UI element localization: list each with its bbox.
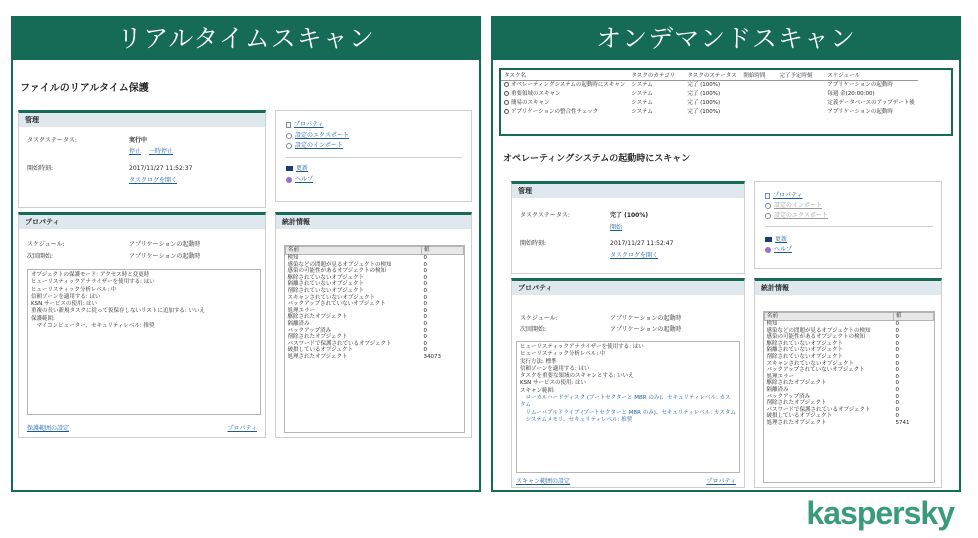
task-cell: 完了 (100%) — [687, 91, 721, 97]
export-label: 設定のエクスポート — [774, 212, 828, 219]
stat-name: 検知 — [766, 321, 778, 327]
divider — [765, 226, 933, 227]
task-cell — [776, 99, 824, 108]
monitor-icon — [286, 166, 293, 171]
stat-name: 処理エラー — [287, 307, 316, 314]
stats-row — [286, 347, 464, 354]
next-label: 次回開始: — [520, 326, 547, 333]
col-finish-time[interactable]: 完了予定時刻 — [776, 70, 824, 81]
stats-row — [286, 301, 464, 308]
stat-value: 0 — [895, 327, 899, 334]
task-cell: システム — [631, 91, 653, 97]
import-link[interactable] — [765, 202, 822, 210]
stat-value: 0 — [423, 274, 427, 281]
stop-link[interactable]: 停止 — [129, 148, 142, 155]
schedule-label: スケジュール: — [520, 315, 558, 322]
stat-value: 0 — [423, 307, 427, 314]
realtime-panel — [11, 16, 481, 492]
ondemand-panel — [491, 16, 961, 492]
task-cell: システム — [631, 100, 653, 106]
stat-name: 処理エラー — [766, 373, 795, 380]
import-icon — [765, 203, 771, 209]
stat-name: 破損しているオブジェクト — [287, 347, 354, 354]
export-icon — [286, 133, 292, 139]
stat-value: 0 — [895, 393, 899, 400]
help-icon — [765, 247, 771, 253]
stat-name: スキャンされていないオブジェクト — [766, 360, 855, 367]
stat-name: パスワードで保護されているオブジェクト — [287, 340, 392, 347]
task-cell: アプリケーションの起動時 — [827, 109, 893, 115]
start-link[interactable]: 開始 — [610, 224, 623, 231]
props-header: プロパティ — [512, 281, 744, 295]
col-task-category[interactable]: タスクのカテゴリ — [628, 70, 684, 81]
task-row[interactable] — [501, 108, 918, 117]
list-item: 実行方法: 標準 — [520, 358, 557, 365]
properties-link[interactable] — [286, 121, 324, 129]
stat-value: 0 — [423, 255, 427, 261]
list-item: マイコンピューター、セキュリティレベル: 推奨 — [31, 323, 155, 330]
list-item: システムメモリ、セキュリティレベル: 推奨 — [520, 416, 633, 423]
magnifier-icon — [504, 109, 509, 114]
help-label: ヘルプ — [774, 246, 793, 253]
stat-name: 駆除されていないオブジェクト — [766, 340, 844, 347]
schedule-label: スケジュール: — [27, 241, 65, 248]
page-title: ファイルのリアルタイム保護 — [20, 83, 149, 94]
props-link[interactable]: プロパティ — [227, 425, 257, 432]
help-icon — [286, 177, 292, 183]
task-name: アプリケーションの整合性チェック — [511, 109, 599, 115]
stat-value: 0 — [423, 327, 427, 334]
help-link[interactable] — [765, 246, 792, 254]
stats-header: 統計情報 — [276, 215, 471, 229]
export-label: 設定のエクスポート — [295, 132, 349, 139]
stat-value: 0 — [423, 268, 427, 275]
start-label: 開始時刻: — [520, 240, 547, 247]
status-label: タスクステータス: — [520, 212, 570, 219]
stat-value: 0 — [423, 261, 427, 268]
magnifier-icon — [504, 82, 509, 87]
links-box — [275, 110, 472, 202]
stat-value: 0 — [895, 373, 899, 380]
task-cell: 完了 (100%) — [687, 100, 721, 106]
col-task-name[interactable]: タスク名 — [501, 70, 628, 81]
list-item: KSN サービスの使用: はい — [520, 380, 587, 387]
stat-name: 隔離済み — [287, 320, 310, 327]
status-label: タスクステータス: — [27, 137, 77, 144]
stat-value: 0 — [423, 340, 427, 347]
task-cell: 定義データベースのアップデート後 — [827, 100, 915, 106]
stats-row — [765, 334, 934, 341]
start-value: 2017/11/27 11:52:37 — [129, 165, 193, 172]
col-task-status[interactable]: タスクのステータス — [684, 70, 740, 81]
task-log-link[interactable]: タスクログを開く — [129, 177, 178, 184]
list-item: ローカルハードディスク (ブートセクターと MBR のみ)、セキュリティレベル: カスタム — [520, 395, 731, 409]
task-log-link[interactable]: タスクログを開く — [610, 252, 659, 259]
stats-row — [765, 354, 934, 361]
stats-row — [286, 281, 464, 288]
export-link[interactable] — [286, 132, 349, 140]
task-cell — [740, 99, 776, 108]
next-value: アプリケーションの起動時 — [129, 253, 201, 260]
stat-name: 駆除されたオブジェクト — [766, 380, 827, 387]
stat-name: 隔離されていないオブジェクト — [287, 281, 365, 288]
stat-value: 0 — [895, 353, 899, 360]
list-item: 重複の長い新規タスクに従って仮保存しないリストに追加する: いいえ — [31, 308, 205, 315]
stat-name: 感染の可能性があるオブジェクトの検知 — [287, 268, 387, 275]
realtime-banner: リアルタイムスキャン — [13, 18, 479, 60]
export-icon — [765, 213, 771, 219]
next-label: 次回開始: — [27, 253, 54, 260]
task-row[interactable] — [501, 90, 918, 99]
stat-name: バックアップ済み — [766, 393, 811, 400]
task-name: 簡易のスキャン — [511, 100, 550, 106]
task-cell: 毎週 金(20:00:00) — [827, 91, 875, 97]
next-value: アプリケーションの起動時 — [610, 326, 682, 333]
stat-name: スキャンされていないオブジェクト — [287, 294, 376, 301]
stats-box — [275, 212, 472, 438]
stats-row — [286, 334, 464, 341]
stat-value: 0 — [895, 367, 899, 374]
task-cell — [740, 90, 776, 99]
stat-value: 34073 — [423, 353, 441, 360]
stats-row — [286, 314, 464, 321]
import-icon — [286, 143, 292, 149]
stat-name: 感染の可能性があるオブジェクトの検知 — [766, 334, 866, 341]
stat-value: 0 — [895, 360, 899, 367]
task-row[interactable] — [501, 99, 918, 108]
stats-row — [286, 321, 464, 328]
stats-row — [765, 420, 934, 427]
stats-row — [286, 268, 464, 275]
stats-row — [765, 413, 934, 420]
task-cell — [740, 108, 776, 117]
list-item: ヒューリスティック分析レベル: 中 — [520, 351, 606, 358]
stats-table — [764, 312, 934, 427]
task-cell — [776, 90, 824, 99]
refresh-link[interactable] — [765, 236, 787, 244]
stat-value: 5741 — [895, 419, 910, 426]
task-cell — [776, 108, 824, 117]
import-link[interactable] — [286, 142, 343, 150]
list-item: ヒューリスティックアナライザーを使用する: はい — [31, 279, 155, 286]
stat-value: 0 — [423, 294, 427, 301]
stat-value: 0 — [423, 281, 427, 288]
props-header: プロパティ — [19, 215, 265, 229]
stats-row — [765, 347, 934, 354]
list-item: タスクを重要な領域のスキャンとする: いいえ — [520, 373, 634, 380]
props-list — [516, 341, 740, 473]
export-link[interactable] — [765, 212, 828, 220]
start-value: 2017/11/27 11:52:47 — [610, 240, 674, 247]
stats-row — [765, 387, 934, 394]
document-icon — [286, 122, 291, 128]
stat-name: 隔離されていないオブジェクト — [766, 347, 844, 354]
stat-name: 感染などの問題が見るオブジェクトの検知 — [287, 261, 392, 268]
col-name: 名前 — [765, 313, 894, 321]
props-link[interactable]: プロパティ — [706, 478, 736, 485]
task-cell — [501, 99, 628, 108]
stat-value: 0 — [895, 321, 899, 327]
stat-value: 0 — [895, 413, 899, 420]
stats-row — [765, 400, 934, 407]
col-value: 値 — [894, 313, 934, 321]
stat-value: 0 — [423, 334, 427, 341]
list-item: リムーバブルドライブ (ブートセクターと MBR のみ)、セキュリティレベル: カスタム — [520, 409, 736, 416]
stats-row — [765, 321, 934, 328]
scope-settings-link[interactable]: 保護範囲の設定 — [27, 425, 70, 432]
stats-row — [765, 367, 934, 374]
stat-value: 0 — [895, 340, 899, 347]
stat-name: パスワードで保護されているオブジェクト — [766, 406, 871, 413]
document-icon — [765, 193, 770, 199]
stats-row — [286, 255, 464, 262]
stat-name: 感染などの問題が見るオブジェクトの検知 — [766, 327, 871, 334]
ondemand-banner: オンデマンドスキャン — [493, 18, 959, 60]
col-start-time[interactable]: 開始時間 — [740, 70, 776, 81]
pause-link[interactable]: 一時停止 — [149, 148, 174, 155]
props-box — [18, 212, 266, 438]
task-title: オペレーティングシステムの起動時にスキャン — [503, 154, 691, 164]
stats-table-wrap — [763, 311, 935, 483]
stats-row — [286, 288, 464, 295]
stats-row — [286, 354, 464, 361]
scope-settings-link[interactable]: スキャン範囲の設定 — [516, 478, 571, 485]
stat-value: 0 — [423, 301, 427, 308]
col-schedule[interactable]: スケジュール — [824, 70, 917, 81]
links-box — [754, 181, 942, 269]
stat-value: 0 — [895, 386, 899, 393]
status-value: 実行中 — [129, 137, 148, 144]
task-cell — [776, 81, 824, 91]
stat-value: 0 — [895, 347, 899, 354]
stat-value: 0 — [895, 334, 899, 341]
task-cell: アプリケーションの起動時 — [827, 82, 893, 88]
stat-value: 0 — [895, 380, 899, 387]
list-item: オブジェクトの保護モード: アクセス時と変更時 — [31, 272, 150, 278]
mgmt-header: 管理 — [19, 113, 265, 127]
stat-value: 0 — [423, 320, 427, 327]
stat-name: 削除されたオブジェクト — [766, 400, 827, 407]
list-item: ヒューリスティック分析レベル: 中 — [31, 286, 117, 293]
stat-name: バックアップされていないオブジェクト — [766, 367, 865, 374]
list-item: 信頼ゾーンを適用する: はい — [31, 293, 101, 300]
task-cell: システム — [631, 82, 653, 88]
task-cell: システム — [631, 109, 653, 115]
mgmt-box — [511, 181, 745, 274]
task-list-box — [499, 68, 953, 136]
properties-link[interactable] — [765, 192, 803, 200]
refresh-label: 更新 — [775, 236, 788, 243]
stats-row — [765, 380, 934, 387]
stat-value: 0 — [423, 314, 427, 321]
refresh-label: 更新 — [296, 165, 309, 172]
stat-name: 駆除されていないオブジェクト — [287, 274, 365, 281]
task-name: オペレーティングシステムの起動時にスキャン — [511, 82, 626, 88]
stats-box — [754, 278, 942, 488]
stat-value: 0 — [895, 406, 899, 413]
stat-name: 削除されていないオブジェクト — [287, 287, 365, 294]
mgmt-header: 管理 — [512, 184, 744, 198]
properties-label: プロパティ — [294, 121, 324, 128]
task-row[interactable] — [501, 81, 918, 91]
task-cell — [501, 90, 628, 99]
stats-table-wrap — [284, 245, 465, 433]
magnifier-icon — [504, 100, 509, 105]
kaspersky-logo: kaspersky — [806, 495, 954, 531]
import-label: 設定のインポート — [774, 202, 823, 209]
schedule-value: アプリケーションの起動時 — [610, 315, 682, 322]
props-list — [27, 269, 261, 415]
props-box — [511, 278, 745, 488]
stat-value: 0 — [423, 347, 427, 354]
col-name: 名前 — [286, 247, 422, 255]
list-item: ヒューリスティックアナライザーを使用する: はい — [520, 344, 644, 350]
start-label: 開始時刻: — [27, 165, 54, 172]
stat-name: 隔離済み — [766, 386, 789, 393]
stat-name: 検知 — [287, 255, 299, 261]
list-item: KSN サービスの使用: はい — [31, 301, 98, 308]
task-cell — [501, 108, 628, 117]
help-label: ヘルプ — [295, 176, 314, 183]
status-value: 完了 (100%) — [610, 212, 649, 219]
task-name: 重要領域のスキャン — [511, 91, 561, 97]
magnifier-icon — [504, 91, 509, 96]
stat-name: バックアップ済み — [287, 327, 332, 334]
stat-value: 0 — [423, 287, 427, 294]
mgmt-box — [18, 110, 266, 208]
task-table — [501, 70, 918, 117]
schedule-value: アプリケーションの起動時 — [129, 241, 201, 248]
monitor-icon — [765, 237, 772, 242]
task-cell — [740, 81, 776, 91]
import-label: 設定のインポート — [295, 142, 344, 149]
stat-name: 削除されたオブジェクト — [287, 334, 348, 341]
list-item: 保護範囲: — [31, 315, 55, 322]
stats-table — [285, 246, 464, 361]
divider — [286, 157, 462, 158]
task-cell — [501, 81, 628, 91]
col-value: 値 — [422, 247, 464, 255]
stats-header: 統計情報 — [755, 281, 941, 295]
stat-name: バックアップされていないオブジェクト — [287, 301, 386, 308]
refresh-link[interactable] — [286, 165, 308, 173]
task-cell: 完了 (100%) — [687, 109, 721, 115]
task-cell: 完了 (100%) — [687, 82, 721, 88]
stat-value: 0 — [895, 400, 899, 407]
list-item: 信頼ゾーンを適用する: はい — [520, 365, 590, 372]
properties-label: プロパティ — [773, 192, 803, 199]
help-link[interactable] — [286, 176, 313, 184]
list-item: スキャン範囲: — [520, 387, 555, 394]
stat-name: 処理されたオブジェクト — [287, 353, 348, 360]
stat-name: 削除されていないオブジェクト — [766, 353, 844, 360]
stat-name: 破損しているオブジェクト — [766, 413, 833, 420]
stat-name: 駆除されたオブジェクト — [287, 314, 348, 321]
stat-name: 処理されたオブジェクト — [766, 419, 827, 426]
